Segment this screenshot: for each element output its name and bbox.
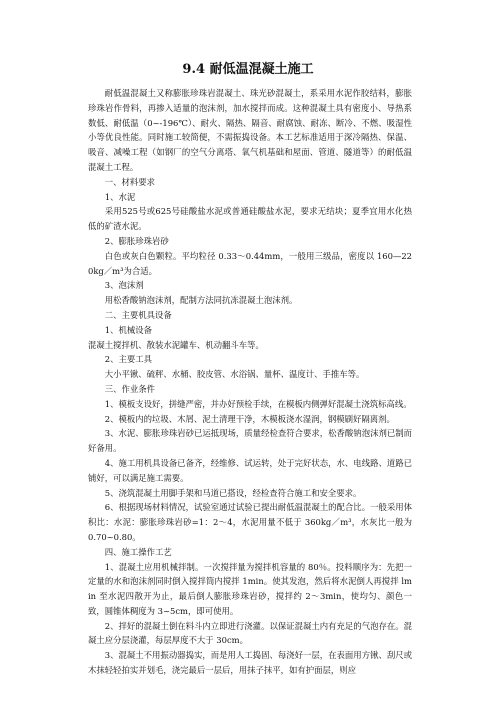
paragraph: 4、施工用机具设备已备齐，经维修、试运转，处于完好状态，水、电线路、道路已铺好，可以满足施工需要。: [88, 457, 412, 483]
paragraph: 大小平锹、硫秤、水桶、胶皮管、水浴锅、量杯、温度计、手推车等。: [104, 369, 365, 380]
paragraph: 3、混凝土不用振动器捣实，而是用人工捣固、每浇好一层，在表面用方锹、刮尺或木抹轻轻拍实并划毛，浇完最后一层后，用抹子抹平，如有护面层，则应: [88, 650, 412, 676]
paragraph: 耐低温混凝土又称膨胀珍珠岩混凝土、珠光砂混凝土，系采用水泥作胶结料，膨胀珍珠岩作骨料，再掺入适量的泡沫剂，加水搅拌而成。这种混凝土具有密度小、导热系数低、耐低温（0~-196℃）、耐火、隔热、隔音、耐腐蚀、耐冻、断冷、不燃、吸湿性小等优良性能。同时施工较简便，不需振捣设备。本工艺标准适用于深冷隔热、保温、吸音、减噪工程（如钢厂的空气分离塔、氧气机基础和屋面、管道、隧道等）的耐低温混凝土工程。: [88, 88, 412, 172]
paragraph: 二、主要机具设备: [104, 309, 172, 320]
paragraph: 3、泡沫剂: [104, 280, 144, 291]
paragraph: 3、水泥、膨胀珍珠岩砂已运抵现场，质量经检查符合要求，松香酸钠泡沫剂已制而好备用。: [88, 428, 412, 454]
paragraph: 混凝土搅拌机、散装水泥罐车、机动翻斗车等。: [88, 339, 264, 350]
paragraph: 采用525号或625号硅酸盐水泥或普通硅酸盐水泥，要求无结块；夏季宜用水化热低的矿渣水泥。: [88, 206, 412, 232]
paragraph: 白色或灰白色颗粒。平均粒径 0.33～0.44mm，一般用三级品，密度以 160—220kg／m³为合适。: [88, 250, 412, 276]
paragraph: 一、材料要求: [104, 176, 156, 187]
paragraph: 2、膨胀珍珠岩砂: [104, 235, 169, 246]
paragraph: 5、浇筑混凝土用脚手架和马道已搭设，经检查符合施工和安全要求。: [104, 487, 362, 498]
paragraph: 三、作业条件: [104, 383, 156, 394]
document-body: [88, 86, 412, 678]
paragraph: 6、根据现场材料情况，试验室通过试验已提出耐低温混凝土的配合比。一般采用体积比：水泥：膨胀珍珠岩砂=1：2～4，水泥用量不低于 360kg／m³，水灰比一般为 0.70~0.80。: [88, 502, 412, 542]
paragraph: 1、混凝土应用机械拌制。一次搅拌量为搅拌机容量的 80％。投料顺序为：先把一定量的水和泡沫剂同时倒入搅拌筒内搅拌 1min。使其发泡，然后将水泥倒人再搅拌 lmin 至水泥四散开为止，最后倒人膨胀珍珠岩砂，搅拌约 2～3min，使均匀、颜色一致，圆锥体稠度为 3~5cm，即可使用。: [88, 561, 412, 616]
paragraph: 1、水泥: [104, 191, 136, 202]
paragraph: 2、模板内的垃圾、木屑、泥土清理干净，木模板浇水湿润，钢模刷好隔离剂。: [104, 413, 395, 424]
paragraph: 1、模板支设好，拼缝严密，并办好预检手续，在模板内侧弹好混凝土浇筑标高线。: [104, 398, 412, 409]
document-title: 9.4 耐低温混凝土施工: [182, 62, 314, 77]
paragraph: 2、拌好的混凝土倒在料斗内立即进行浇灌。以保证混凝土内有充足的气泡存在。混凝土应分层浇灌，每层厚度不大于 30cm。: [88, 620, 412, 646]
paragraph: 1、机械设备: [104, 324, 152, 335]
paragraph: 用松香酸钠泡沫剂，配制方法同抗冻混凝土泡沫剂。: [104, 295, 298, 306]
paragraph: 四、施工操作工艺: [104, 546, 172, 557]
paragraph: 2、主要工具: [104, 354, 152, 365]
